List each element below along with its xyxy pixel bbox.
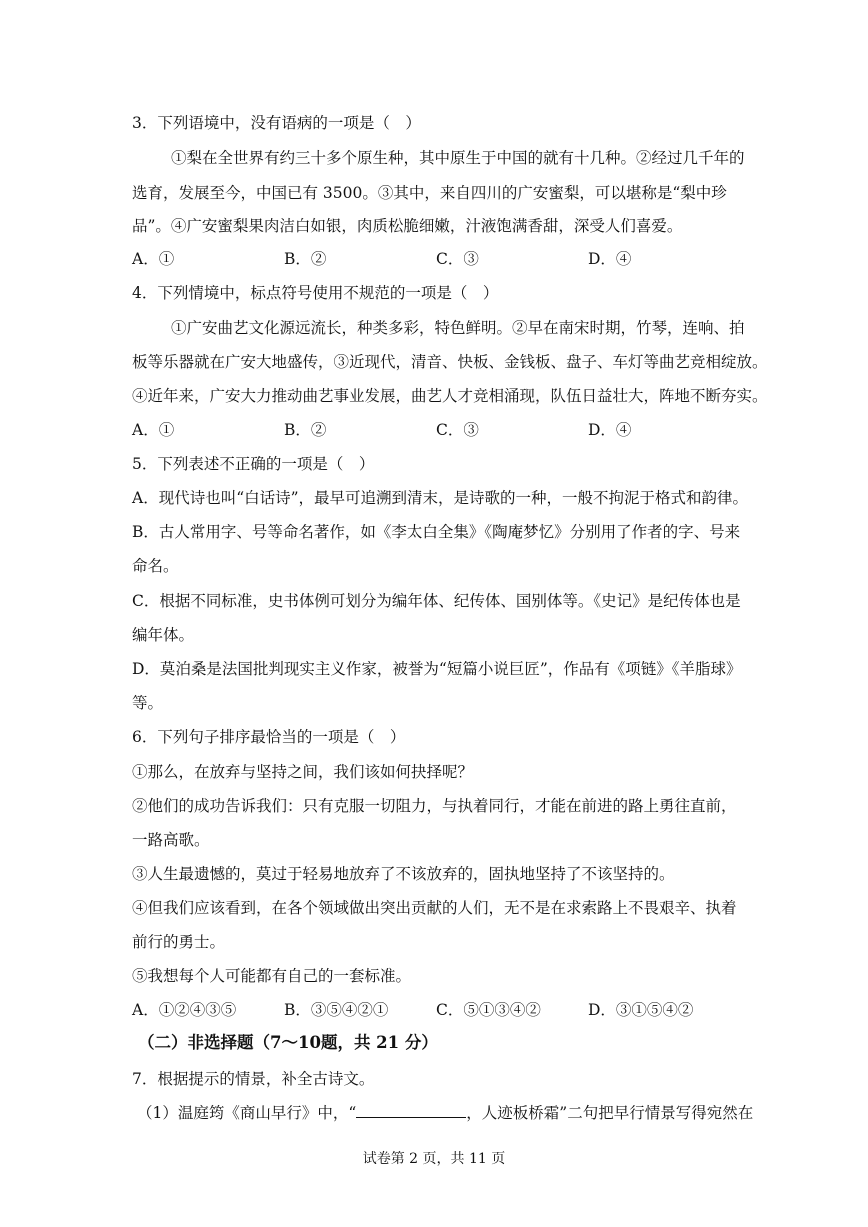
q3-option-c: C．③ — [436, 250, 479, 268]
q3-option-a: A．① — [132, 250, 175, 268]
q7-item-1-before: （1）温庭筠《商山早行》中，“ — [137, 1104, 357, 1122]
q5-option-c-line-2: 编年体。 — [132, 626, 195, 644]
q4-option-a: A．① — [132, 421, 175, 439]
q6-options — [132, 1000, 744, 1020]
q4-option-b: B．② — [284, 421, 327, 439]
page-footer: 试卷第 2 页，共 11 页 — [362, 1151, 506, 1167]
q6-sentence-4-line-1: ④但我们应该看到，在各个领域做出突出贡献的人们，无不是在求索路上不畏艰辛、执着 — [132, 899, 737, 917]
q5-option-a: A．现代诗也叫“白话诗”，最早可追溯到清末，是诗歌的一种，一般不拘泥于格式和韵律。 — [132, 489, 749, 507]
q5-option-d-line-2: 等。 — [132, 694, 164, 712]
q5-stem: 5．下列表述不正确的一项是（ ） — [132, 455, 375, 473]
q4-option-c: C．③ — [436, 421, 479, 439]
q6-sentence-3: ③人生最遗憾的，莫过于轻易地放弃了不该放弃的，固执地坚持了不该坚持的。 — [132, 865, 675, 883]
q4-stem: 4．下列情境中，标点符号使用不规范的一项是（ ） — [132, 284, 499, 302]
q6-option-a: A．①②④③⑤ — [132, 1001, 237, 1019]
q6-option-b: B．③⑤④②① — [284, 1001, 389, 1019]
fill-blank[interactable] — [356, 1103, 466, 1118]
q4-option-d: D．④ — [588, 421, 632, 439]
q6-sentence-1: ①那么，在放弃与坚持之间，我们该如何抉择呢？ — [132, 763, 474, 781]
q3-option-d: D．④ — [588, 250, 632, 268]
q6-sentence-4-line-2: 前行的勇士。 — [132, 933, 226, 951]
q3-passage-line-3: 品”。④广安蜜梨果肉洁白如银，肉质松脆细嫩，汁液饱满香甜，深受人们喜爱。 — [132, 217, 683, 235]
q5-option-c-line-1: C．根据不同标准，史书体例可划分为编年体、纪传体、国别体等。《史记》是纪传体也是 — [132, 592, 741, 610]
q4-passage-line-2: 板等乐器就在广安大地盛传，③近现代，清音、快板、金钱板、盘子、车灯等曲艺竞相绽放。 — [132, 353, 768, 371]
q4-passage-line-3: ④近年来，广安大力推动曲艺事业发展，曲艺人才竞相涌现，队伍日益壮大，阵地不断夯实。 — [132, 387, 768, 405]
q7-item-1 — [137, 1103, 754, 1123]
q6-stem: 6．下列句子排序最恰当的一项是（ ） — [132, 728, 406, 746]
q7-stem: 7．根据提示的情景，补全古诗文。 — [132, 1070, 375, 1088]
q5-option-b-line-1: B．古人常用字、号等命名著作，如《李太白全集》《陶庵梦忆》分别用了作者的字、号来 — [132, 523, 741, 541]
q4-options — [132, 420, 744, 440]
q6-sentence-2-line-1: ②他们的成功告诉我们：只有克服一切阻力，与执着同行，才能在前进的路上勇往直前， — [132, 797, 737, 815]
q3-passage-line-2: 选育，发展至今，中国已有 3500。③其中，来自四川的广安蜜梨，可以堪称是“梨中珍 — [132, 184, 727, 202]
q6-sentence-2-line-2: 一路高歌。 — [132, 831, 210, 849]
q5-option-d-line-1: D．莫泊桑是法国批判现实主义作家，被誉为“短篇小说巨匠”，作品有《项链》《羊脂球》 — [132, 660, 742, 678]
q3-option-b: B．② — [284, 250, 327, 268]
q4-passage-line-1: ①广安曲艺文化源远流长，种类多彩，特色鲜明。②早在南宋时期，竹琴，连响、拍 — [171, 319, 745, 337]
q5-option-b-line-2: 命名。 — [132, 557, 179, 575]
q7-item-1-after: ，人迹板桥霜”二句把早行情景写得宛然在 — [466, 1104, 754, 1122]
q6-option-d: D．③①⑤④② — [588, 1001, 694, 1019]
q3-passage-line-1: ①梨在全世界有约三十多个原生种，其中原生于中国的就有十几种。②经过几千年的 — [171, 149, 745, 167]
section-heading: （二）非选择题（7～10题，共 21 分） — [138, 1033, 438, 1052]
q3-stem: 3．下列语境中，没有语病的一项是（ ） — [132, 114, 421, 132]
q6-sentence-5: ⑤我想每个人可能都有自己的一套标准。 — [132, 967, 412, 985]
q6-option-c: C．⑤①③④② — [436, 1001, 541, 1019]
q3-options — [132, 249, 744, 269]
